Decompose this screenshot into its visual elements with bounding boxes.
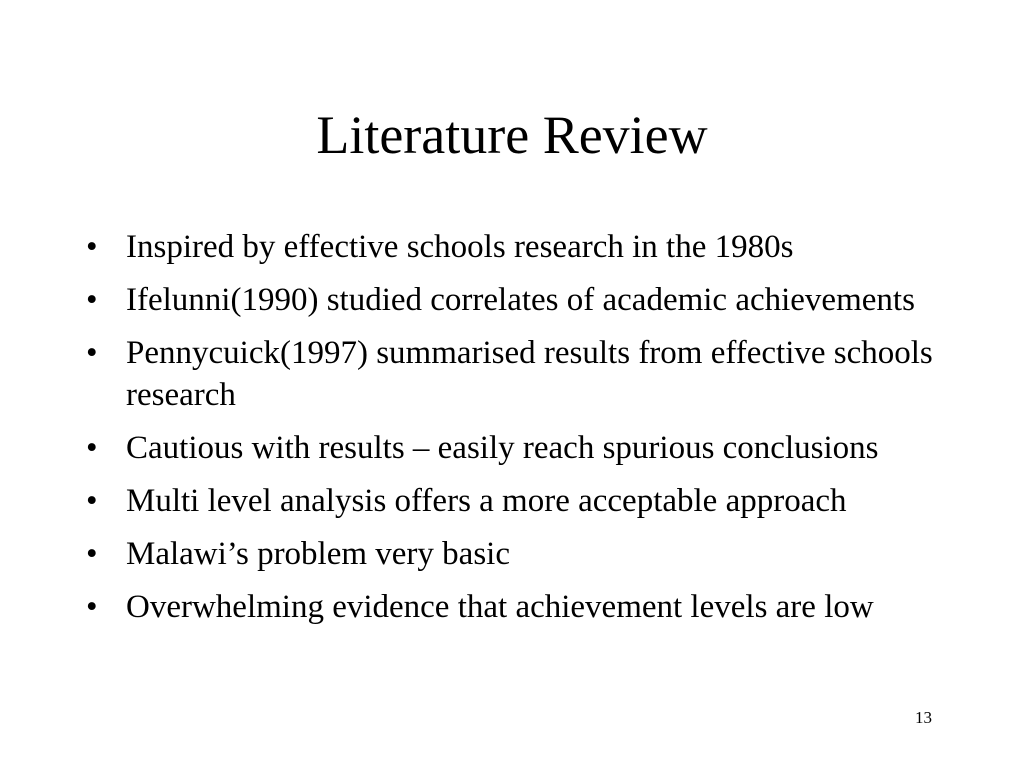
list-item: [86, 332, 946, 416]
list-item: [86, 480, 946, 522]
list-item: [86, 533, 946, 575]
bullet-icon: •: [86, 282, 98, 318]
bullet-icon: •: [86, 536, 98, 572]
page-number: 13: [915, 708, 932, 727]
list-item: [86, 427, 946, 469]
bullet-icon: •: [86, 430, 98, 466]
bullet-icon: •: [86, 229, 98, 265]
bullet-text: Overwhelming evidence that achievement levels are low: [126, 589, 874, 625]
list-item: [86, 226, 946, 268]
bullet-list: [86, 226, 946, 639]
bullet-icon: •: [86, 335, 98, 371]
bullet-text: Multi level analysis offers a more acceptable approach: [126, 483, 847, 519]
bullet-icon: •: [86, 589, 98, 625]
bullet-text: Cautious with results – easily reach spurious conclusions: [126, 430, 879, 466]
bullet-text: Ifelunni(1990) studied correlates of academic achievements: [126, 282, 915, 318]
bullet-text: Malawi’s problem very basic: [126, 536, 510, 572]
list-item: [86, 279, 946, 321]
bullet-text: Pennycuick(1997) summarised results from effective schools research: [126, 335, 933, 413]
slide-title: Literature Review: [316, 105, 708, 165]
bullet-text: Inspired by effective schools research in the 1980s: [126, 229, 794, 265]
list-item: [86, 586, 946, 628]
bullet-icon: •: [86, 483, 98, 519]
